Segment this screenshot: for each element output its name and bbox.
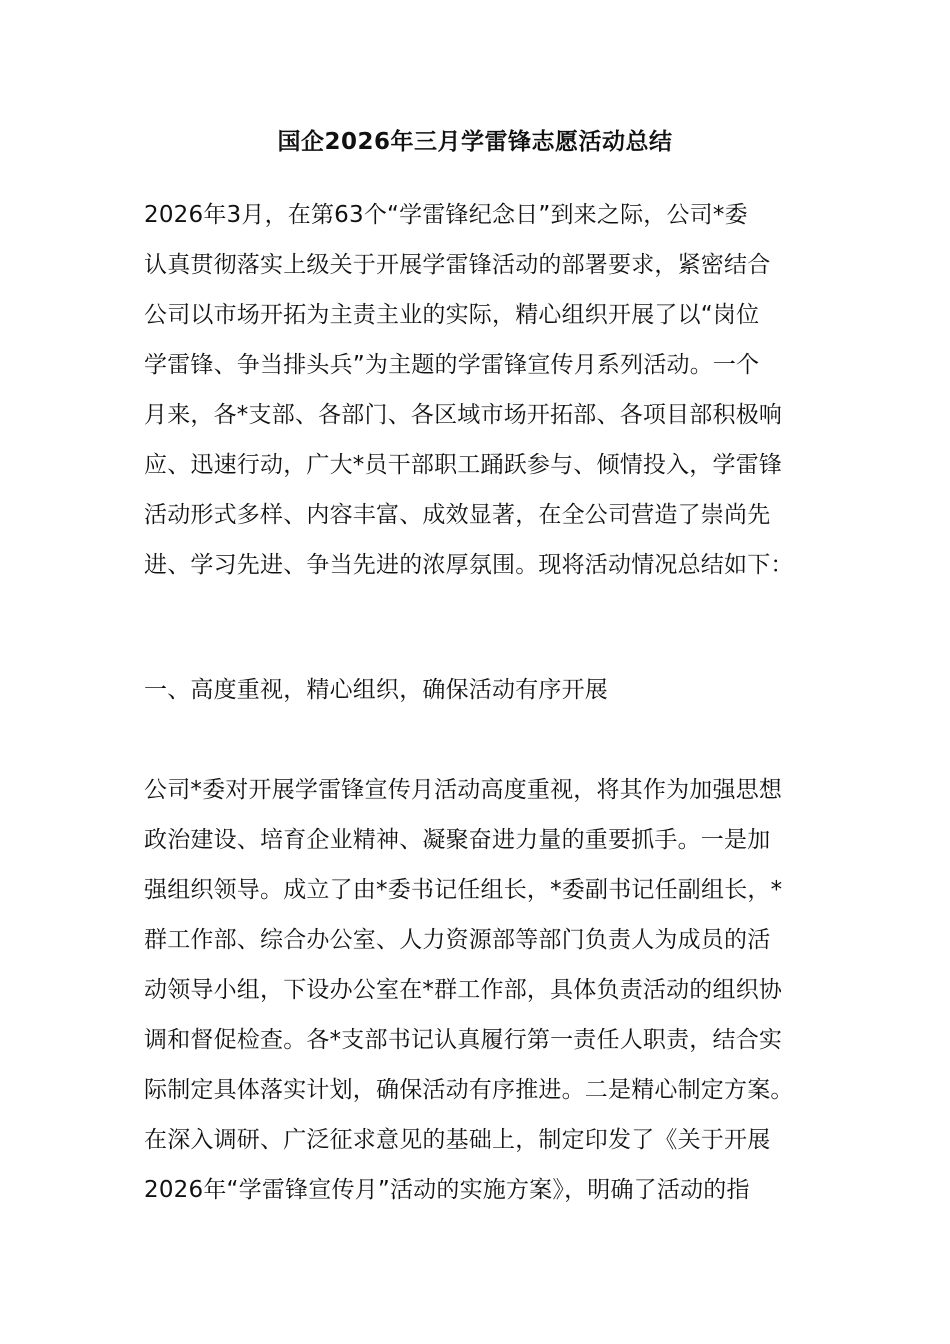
paragraph-line: 公司以市场开拓为主责主业的实际，精心组织开展了以“岗位 (144, 302, 760, 328)
section-heading (144, 665, 824, 715)
section-heading-text: 一、高度重视，精心组织，确保活动有序开展 (144, 677, 608, 703)
paragraph-line: 月来，各*支部、各部门、各区域市场开拓部、各项目部积极响 (144, 402, 783, 428)
section-paragraph (144, 765, 824, 1215)
paragraph-line: 在深入调研、广泛征求意见的基础上，制定印发了《关于开展 (144, 1127, 771, 1153)
paragraph-line: 强组织领导。成立了由*委书记任组长，*委副书记任副组长，* (144, 877, 783, 903)
paragraph-line: 认真贯彻落实上级关于开展学雷锋活动的部署要求，紧密结合 (144, 252, 771, 278)
paragraph-line: 活动形式多样、内容丰富、成效显著，在全公司营造了崇尚先 (144, 502, 771, 528)
paragraph-line: 公司*委对开展学雷锋宣传月活动高度重视，将其作为加强思想 (144, 777, 783, 803)
paragraph-line: 学雷锋、争当排头兵”为主题的学雷锋宣传月系列活动。一个 (144, 352, 760, 378)
paragraph-line: 群工作部、综合办公室、人力资源部等部门负责人为成员的活 (144, 927, 771, 953)
intro-paragraph (144, 190, 824, 590)
paragraph-line: 政治建设、培育企业精神、凝聚奋进力量的重要抓手。一是加 (144, 827, 771, 853)
paragraph-line: 2026年3月，在第63个“学雷锋纪念日”到来之际，公司*委 (144, 202, 748, 228)
paragraph-line: 应、迅速行动，广大*员干部职工踊跃参与、倾情投入，学雷锋 (144, 452, 783, 478)
document-title: 国企2026年三月学雷锋志愿活动总结 (277, 129, 673, 155)
paragraph-line: 2026年“学雷锋宣传月”活动的实施方案》，明确了活动的指 (144, 1177, 750, 1203)
paragraph-line: 动领导小组，下设办公室在*群工作部，具体负责活动的组织协 (144, 977, 783, 1003)
paragraph-line: 调和督促检查。各*支部书记认真履行第一责任人职责，结合实 (144, 1027, 783, 1053)
paragraph-line: 际制定具体落实计划，确保活动有序推进。二是精心制定方案。 (144, 1077, 794, 1103)
paragraph-line: 进、学习先进、争当先进的浓厚氛围。现将活动情况总结如下： (144, 552, 794, 578)
